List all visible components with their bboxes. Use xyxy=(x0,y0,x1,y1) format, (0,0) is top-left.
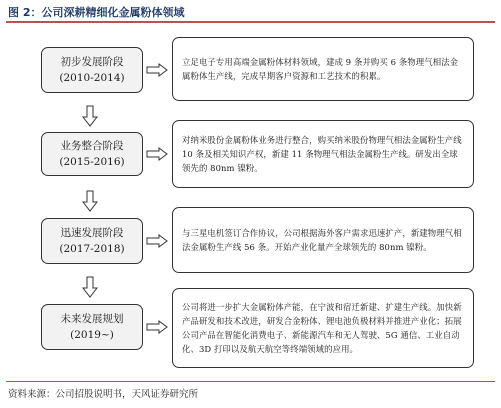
right-arrow-icon xyxy=(146,320,168,334)
stage-description-box-3 xyxy=(172,207,474,273)
stage-box-3 xyxy=(41,218,143,264)
source-divider xyxy=(6,381,495,382)
figure-title: 图 2：公司深耕精细化金属粉体领域 xyxy=(8,6,185,19)
stage-box-2 xyxy=(41,132,143,176)
stage-description-box-4 xyxy=(172,288,474,368)
stage-box-1 xyxy=(41,47,143,93)
down-arrow-icon xyxy=(82,190,98,212)
stage-description-1: 立足电子专用高端金属粉体材料领域，建成 9 条并购买 6 条物理气相法金属粉体生产线，完成早期客户资源和工艺技术的积累。 xyxy=(182,57,459,81)
stage-period-2: (2015-2016) xyxy=(59,156,125,168)
stage-period-3: (2017-2018) xyxy=(59,243,125,255)
stage-name-2: 业务整合阶段 xyxy=(60,140,124,152)
stage-period-1: (2010-2014) xyxy=(59,72,125,84)
right-arrow-icon xyxy=(146,147,168,161)
stage-box-4 xyxy=(41,304,143,350)
stage-description-box-2 xyxy=(172,120,474,188)
source-note: 资料来源：公司招股说明书，天风证券研究所 xyxy=(8,389,199,400)
stage-name-4: 未来发展规划 xyxy=(60,313,124,325)
down-arrow-icon xyxy=(82,276,98,298)
stage-description-3: 与三星电机签订合作协议，公司根据海外客户需求迅速扩产，新建物理气相法金属粉生产线 56 条。开始产业化量产全球领先的 80nm 镍粉。 xyxy=(182,228,462,252)
down-arrow-icon xyxy=(82,105,98,127)
stage-name-1: 初步发展阶段 xyxy=(60,56,124,68)
right-arrow-icon xyxy=(146,63,168,77)
stage-description-2: 对纳米股份金属粉体业务进行整合，购买纳米股份物理气相法金属粉生产线 10 条及相关知识产权，新建 11 条物理气相法金属粉生产线。研发出全球领先的 80nm 镍粉。 xyxy=(182,135,462,173)
stage-period-4: (2019~) xyxy=(70,329,114,341)
stage-description-4: 公司将进一步扩大金属粉体产能，在宁波和宿迁新建、扩建生产线。加快新产品研发和技术改进，研发合金粉体、锂电池负极材料并推进产业化；拓展公司产品在智能化消费电子、新能源汽车和无人驾驶、5G 通信、工业自动化、3D 打印以及航天航空等终端领域的应用。 xyxy=(182,302,462,354)
stage-name-3: 迅速发展阶段 xyxy=(60,227,124,239)
title-divider xyxy=(6,21,495,23)
right-arrow-icon xyxy=(146,234,168,248)
stage-description-box-1 xyxy=(172,37,474,101)
